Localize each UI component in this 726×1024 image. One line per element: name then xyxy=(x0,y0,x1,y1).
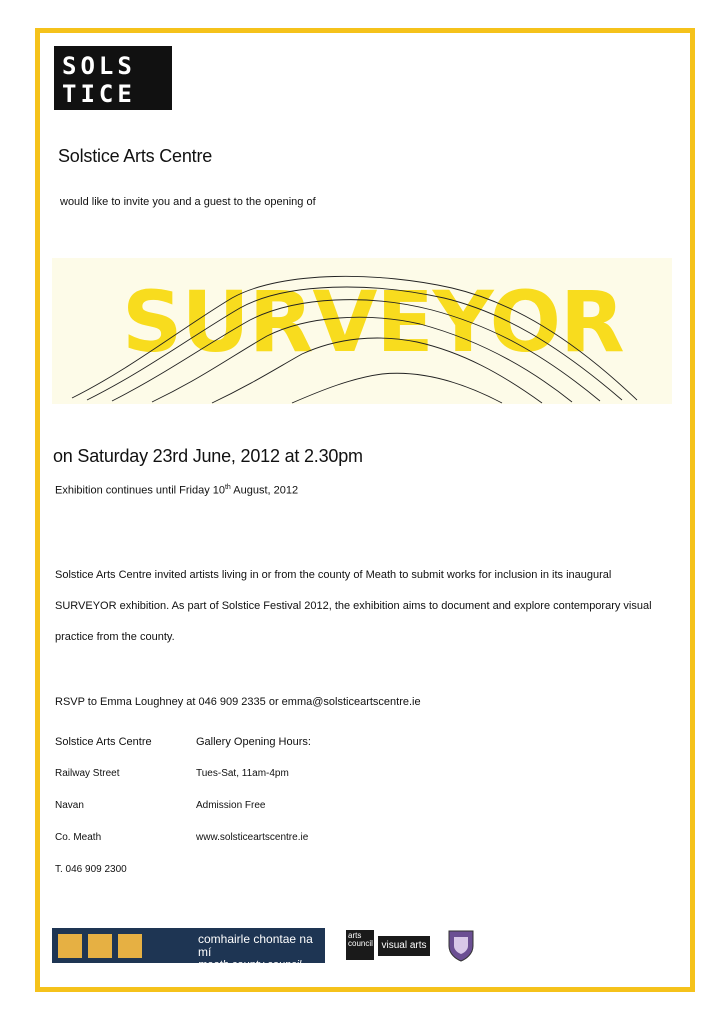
visual-arts-mark: visual arts xyxy=(378,936,430,956)
logo-line2: TICE xyxy=(62,80,136,108)
waves-icon xyxy=(58,934,82,958)
arts-council-mark: arts council xyxy=(346,930,374,960)
address-county: Co. Meath xyxy=(55,832,102,843)
invite-text: would like to invite you and a guest to the opening of xyxy=(60,196,316,208)
address-block xyxy=(55,735,152,895)
contour-lines xyxy=(52,258,672,404)
continues-suffix: August, 2012 xyxy=(230,484,299,497)
crest-icon xyxy=(446,928,476,962)
event-date: on Saturday 23rd June, 2012 at 2.30pm xyxy=(53,446,363,466)
organizer-title: Solstice Arts Centre xyxy=(58,146,213,166)
spiral-icon xyxy=(118,934,142,958)
hours-website[interactable]: www.solsticeartscentre.ie xyxy=(196,832,309,843)
rsvp-line: RSVP to Emma Loughney at 046 909 2335 or emma@solsticeartscentre.ie xyxy=(55,696,421,708)
hours-admission: Admission Free xyxy=(196,800,266,811)
continues-prefix: Exhibition continues until Friday 10 xyxy=(55,484,225,497)
address-town: Navan xyxy=(55,800,84,811)
description xyxy=(55,560,675,653)
address-phone: T. 046 909 2300 xyxy=(55,864,127,875)
logo-line1: SOLS xyxy=(62,52,136,80)
description-line-3: practice from the county. xyxy=(55,631,175,643)
address-street: Railway Street xyxy=(55,768,120,779)
hours-days: Tues-Sat, 11am-4pm xyxy=(196,768,289,779)
arts-council-logo xyxy=(346,930,430,961)
council-irish: comhairle chontae na mí xyxy=(198,932,313,959)
crown-icon xyxy=(88,934,112,958)
description-line-1: Solstice Arts Centre invited artists living in or from the county of Meath to submit works for inclusion in its inaugural xyxy=(55,569,612,581)
council-name xyxy=(198,933,325,972)
meath-county-council-logo xyxy=(52,928,325,971)
address-name: Solstice Arts Centre xyxy=(55,736,152,748)
council-english: meath county council xyxy=(198,959,302,971)
banner-title: SURVEYOR xyxy=(122,273,624,371)
exhibition-banner xyxy=(52,258,672,404)
hours-heading: Gallery Opening Hours: xyxy=(196,736,311,748)
description-line-2: SURVEYOR exhibition. As part of Solstice Festival 2012, the exhibition aims to document and explore contemporary visual xyxy=(55,600,652,612)
exhibition-continues xyxy=(55,484,298,497)
continues-sup: th xyxy=(224,484,231,491)
solstice-logo xyxy=(54,46,172,110)
hours-block xyxy=(196,735,311,863)
